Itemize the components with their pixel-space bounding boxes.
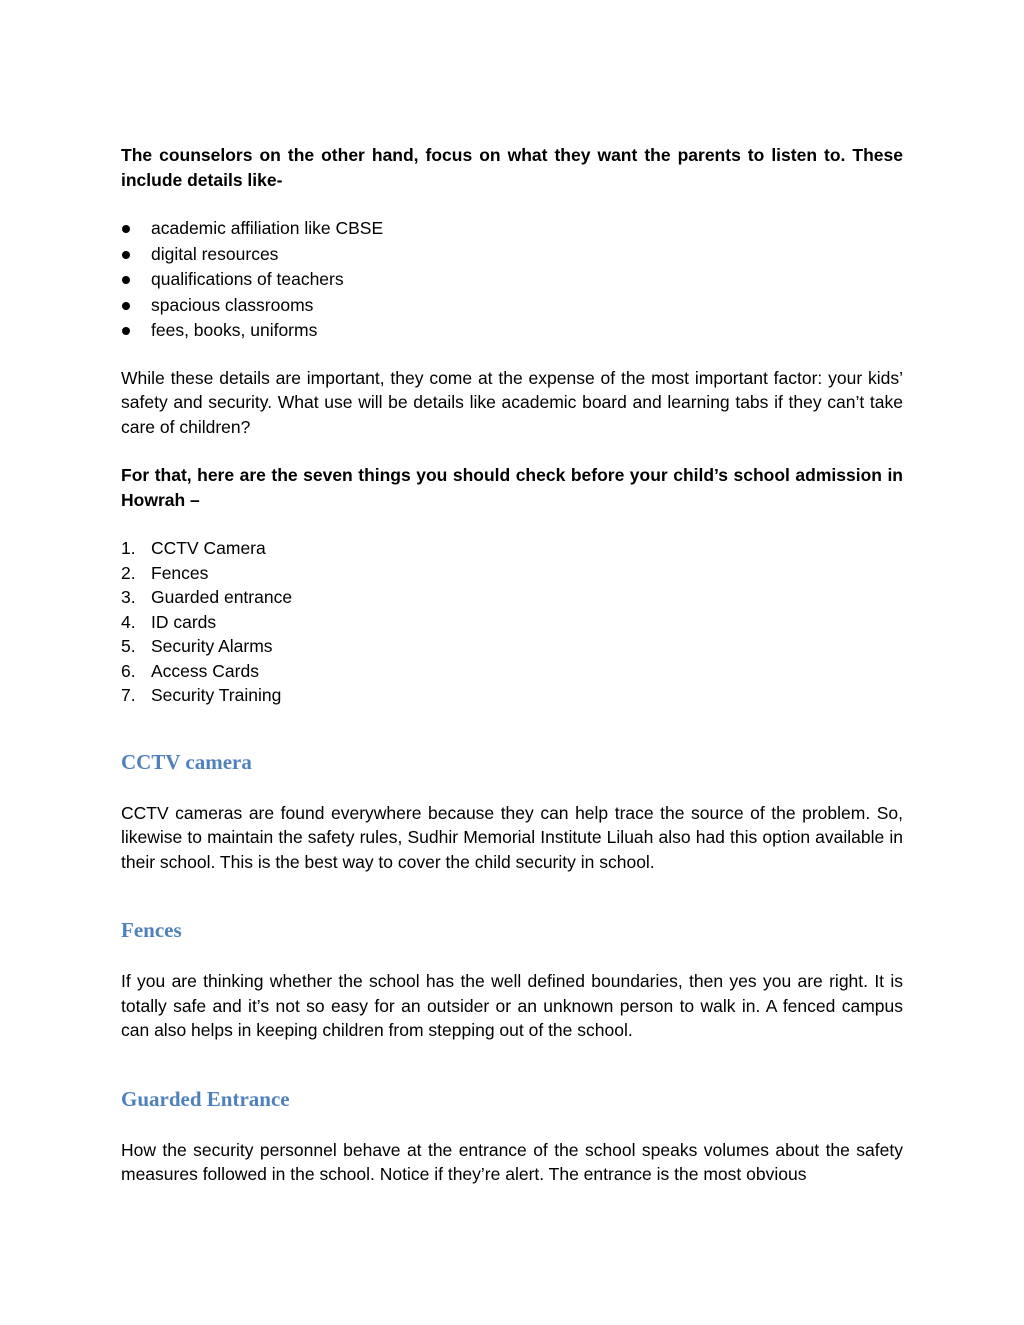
bullet-icon <box>122 276 130 284</box>
list-item: 7. Security Training <box>121 685 282 705</box>
list-item: 3. Guarded entrance <box>121 587 293 607</box>
list-item: 6. Access Cards <box>121 660 259 681</box>
intro-paragraph: The counselors on the other hand, focus on what they want the parents to listen to. These include details like- <box>121 145 903 190</box>
section-body-fences: If you are thinking whether the school has the well defined boundaries, then yes you are right. It is totally safe and it’s not so easy for an outsider or an unknown person to walk in. A fenced campus can also helps in keeping children from stepping out of the school. <box>121 971 903 1040</box>
list-item: digital resources <box>121 242 903 268</box>
bullet-icon <box>122 327 130 335</box>
seven-things-list <box>121 536 903 708</box>
list-item: 4. ID cards <box>121 611 217 632</box>
bullet-icon <box>122 225 130 233</box>
section-body-cctv: CCTV cameras are found everywhere because they can help trace the source of the problem. So, likewise to maintain the safety rules, Sudhir Memorial Institute Liluah also had this option available in their school. This is the best way to cover the child security in school. <box>121 802 903 872</box>
section-heading-guarded-entrance: Guarded Entrance <box>121 1086 290 1111</box>
document-page <box>121 143 903 1187</box>
details-list <box>121 216 903 344</box>
bullet-icon <box>122 302 130 310</box>
list-item: 2. Fences <box>121 562 209 583</box>
lead-in-paragraph: For that, here are the seven things you should check before your child’s school admission in Howrah – <box>121 465 903 510</box>
section-heading-fences: Fences <box>121 918 182 942</box>
list-item: 5. Security Alarms <box>121 636 273 656</box>
list-item: spacious classrooms <box>121 293 903 319</box>
section-heading-cctv: CCTV camera <box>121 749 252 774</box>
list-item: academic affiliation like CBSE <box>121 216 903 242</box>
list-item: 1. CCTV Camera <box>121 538 266 558</box>
list-item: qualifications of teachers <box>121 267 903 293</box>
list-item: fees, books, uniforms <box>121 318 903 344</box>
bullet-icon <box>122 251 130 259</box>
body-paragraph: While these details are important, they come at the expense of the most important factor: your kids’ safety and security. What use will be details like academic board and learning tabs if they can’t take care of children? <box>121 367 903 437</box>
section-body-guarded-entrance: How the security personnel behave at the entrance of the school speaks volumes about the safety measures followed in the school. Notice if they’re alert. The entrance is the most obvious <box>121 1139 903 1184</box>
